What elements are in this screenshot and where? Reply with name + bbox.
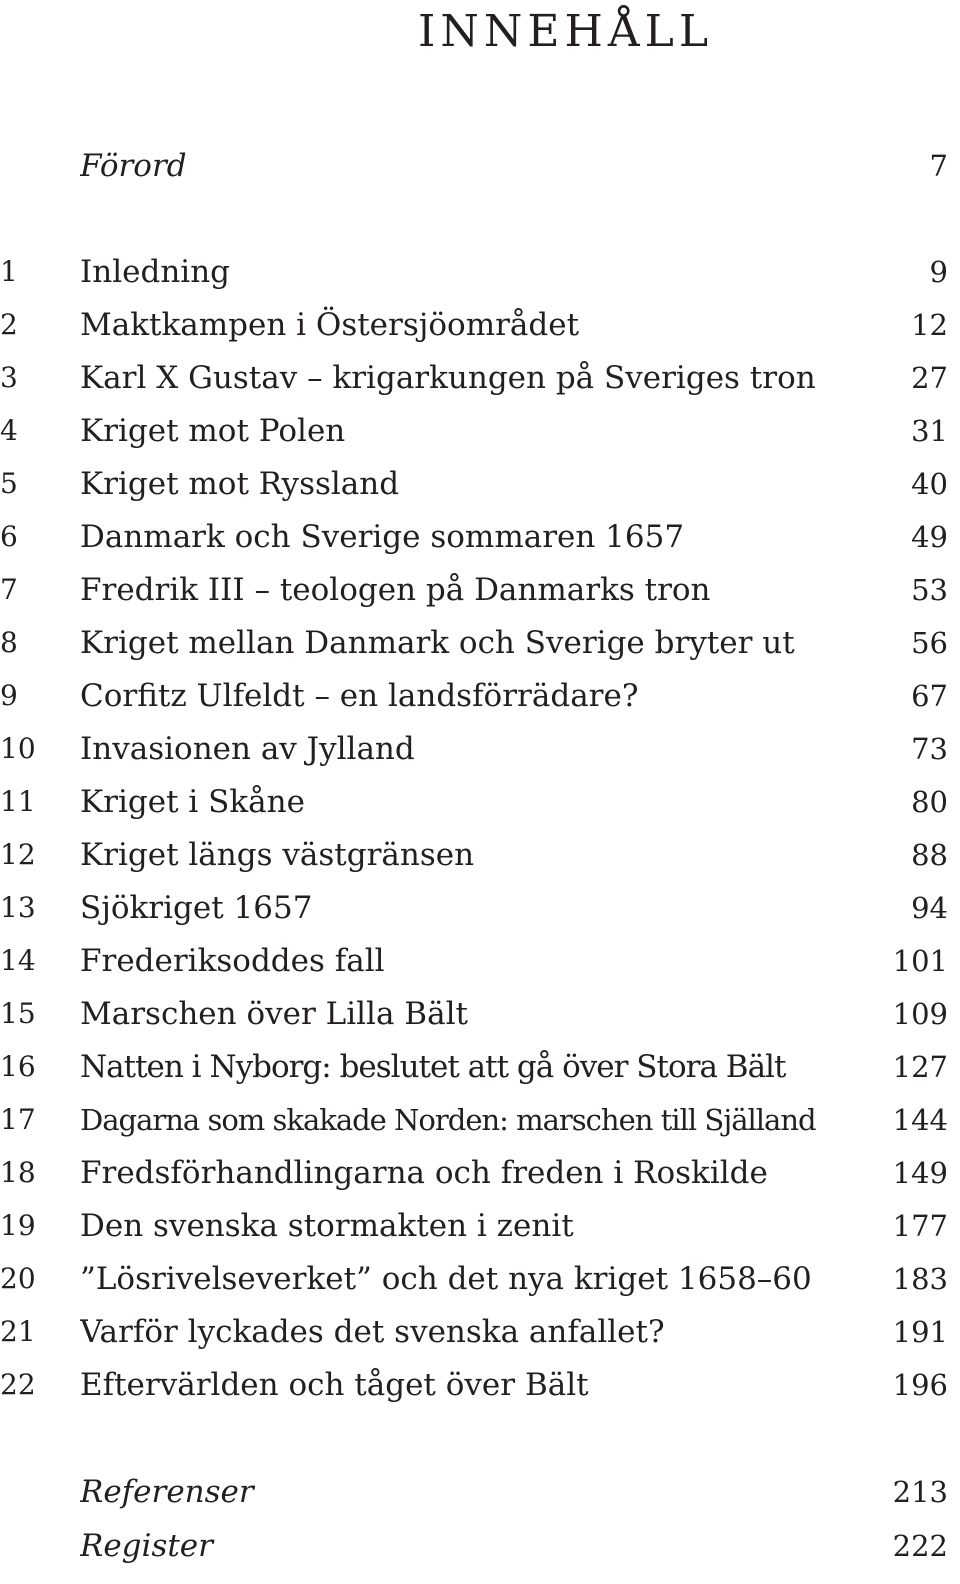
chapter-page: 183 xyxy=(892,1262,948,1296)
chapter-title: ”Lösrivelseverket” och det nya kriget 1658–60 xyxy=(80,1261,812,1297)
chapter-page: 12 xyxy=(911,308,948,342)
toc-entry-chapter-1[interactable] xyxy=(0,246,960,298)
chapter-number: 13 xyxy=(0,891,36,924)
chapter-number: 16 xyxy=(0,1050,36,1083)
toc-entry-chapter-10[interactable] xyxy=(0,723,960,775)
chapter-title: Danmark och Sverige sommaren 1657 xyxy=(80,519,685,555)
toc-entry-chapter-14[interactable] xyxy=(0,935,960,987)
toc-entry-chapter-16[interactable] xyxy=(0,1041,960,1093)
toc-entry-chapter-4[interactable] xyxy=(0,405,960,457)
toc-entry-chapter-12[interactable] xyxy=(0,829,960,881)
toc-entry-chapter-9[interactable] xyxy=(0,670,960,722)
chapter-page: 9 xyxy=(929,255,948,289)
chapter-page: 94 xyxy=(911,891,948,925)
chapter-number: 6 xyxy=(0,520,18,553)
toc-entry-page: 213 xyxy=(892,1475,948,1509)
toc-entry-chapter-15[interactable] xyxy=(0,988,960,1040)
chapter-number: 12 xyxy=(0,838,36,871)
chapter-number: 19 xyxy=(0,1209,36,1242)
toc-entry-register[interactable] xyxy=(0,1520,960,1572)
chapter-title: Natten i Nyborg: beslutet att gå över Stora Bält xyxy=(80,1049,786,1085)
chapter-title: Invasionen av Jylland xyxy=(80,731,415,767)
chapter-title: Kriget mot Polen xyxy=(80,413,346,449)
chapter-page: 149 xyxy=(892,1156,948,1190)
chapter-page: 49 xyxy=(911,520,948,554)
toc-entry-chapter-3[interactable] xyxy=(0,352,960,404)
toc-entry-page: 222 xyxy=(892,1529,948,1563)
toc-entry-chapter-7[interactable] xyxy=(0,564,960,616)
chapter-page: 80 xyxy=(911,785,948,819)
chapter-title: Inledning xyxy=(80,254,231,290)
chapter-number: 3 xyxy=(0,361,18,394)
chapter-number: 7 xyxy=(0,573,18,606)
toc-entry-chapter-17[interactable] xyxy=(0,1094,960,1146)
chapter-number: 9 xyxy=(0,679,18,712)
chapter-page: 191 xyxy=(892,1315,948,1349)
chapter-title: Varför lyckades det svenska anfallet? xyxy=(80,1314,665,1350)
chapter-number: 11 xyxy=(0,785,36,818)
toc-entry-chapter-5[interactable] xyxy=(0,458,960,510)
toc-entry-chapter-18[interactable] xyxy=(0,1147,960,1199)
chapter-title: Kriget i Skåne xyxy=(80,784,305,820)
chapter-number: 5 xyxy=(0,467,18,500)
toc-entry-chapter-8[interactable] xyxy=(0,617,960,669)
toc-entry-chapter-6[interactable] xyxy=(0,511,960,563)
toc-entry-foreword[interactable] xyxy=(0,140,960,192)
chapter-page: 27 xyxy=(911,361,948,395)
chapter-title: Kriget mellan Danmark och Sverige bryter ut xyxy=(80,625,795,661)
chapter-page: 53 xyxy=(911,573,948,607)
chapter-page: 144 xyxy=(892,1103,948,1137)
chapter-title: Kriget mot Ryssland xyxy=(80,466,400,502)
chapter-number: 4 xyxy=(0,414,18,447)
chapter-title: Corfitz Ulfeldt – en landsförrädare? xyxy=(80,678,639,714)
chapter-page: 196 xyxy=(892,1368,948,1402)
toc-entry-chapter-2[interactable] xyxy=(0,299,960,351)
toc-entry-chapter-19[interactable] xyxy=(0,1200,960,1252)
chapter-number: 2 xyxy=(0,308,18,341)
chapter-title: Eftervärlden och tåget över Bält xyxy=(80,1367,589,1403)
toc-entry-chapter-21[interactable] xyxy=(0,1306,960,1358)
chapter-number: 10 xyxy=(0,732,36,765)
chapter-number: 8 xyxy=(0,626,18,659)
chapter-title: Marschen över Lilla Bält xyxy=(80,996,468,1032)
chapter-number: 1 xyxy=(0,255,18,288)
chapter-title: Sjökriget 1657 xyxy=(80,890,313,926)
chapter-title: Maktkampen i Östersjöområdet xyxy=(80,307,580,343)
chapter-page: 40 xyxy=(911,467,948,501)
page-title: INNEHÅLL xyxy=(418,6,714,57)
chapter-number: 20 xyxy=(0,1262,36,1295)
toc-entry-chapter-20[interactable] xyxy=(0,1253,960,1305)
chapter-title: Fredrik III – teologen på Danmarks tron xyxy=(80,572,711,608)
chapter-title: Karl X Gustav – krigarkungen på Sveriges tron xyxy=(80,360,816,396)
toc-entry-title: Förord xyxy=(80,148,187,184)
chapter-page: 31 xyxy=(911,414,948,448)
chapter-number: 17 xyxy=(0,1103,36,1136)
chapter-title: Kriget längs västgränsen xyxy=(80,837,475,873)
chapter-page: 73 xyxy=(911,732,948,766)
chapter-page: 56 xyxy=(911,626,948,660)
chapter-number: 14 xyxy=(0,944,36,977)
toc-entry-title: Referenser xyxy=(80,1474,254,1510)
chapter-title: Frederiksoddes fall xyxy=(80,943,385,979)
chapter-page: 177 xyxy=(892,1209,948,1243)
chapter-page: 109 xyxy=(892,997,948,1031)
toc-entry-references[interactable] xyxy=(0,1466,960,1518)
chapter-number: 18 xyxy=(0,1156,36,1189)
chapter-title: Dagarna som skakade Norden: marschen till Själland xyxy=(80,1103,816,1137)
toc-entry-page: 7 xyxy=(929,149,948,183)
chapter-page: 127 xyxy=(892,1050,948,1084)
chapter-number: 22 xyxy=(0,1368,36,1401)
chapter-page: 101 xyxy=(892,944,948,978)
chapter-page: 88 xyxy=(911,838,948,872)
toc-entry-chapter-22[interactable] xyxy=(0,1359,960,1411)
chapter-number: 15 xyxy=(0,997,36,1030)
toc-entry-chapter-11[interactable] xyxy=(0,776,960,828)
chapter-title: Fredsförhandlingarna och freden i Roskilde xyxy=(80,1155,768,1191)
toc-entry-chapter-13[interactable] xyxy=(0,882,960,934)
chapter-title: Den svenska stormakten i zenit xyxy=(80,1208,574,1244)
chapter-page: 67 xyxy=(911,679,948,713)
chapter-number: 21 xyxy=(0,1315,36,1348)
toc-entry-title: Register xyxy=(80,1528,213,1564)
